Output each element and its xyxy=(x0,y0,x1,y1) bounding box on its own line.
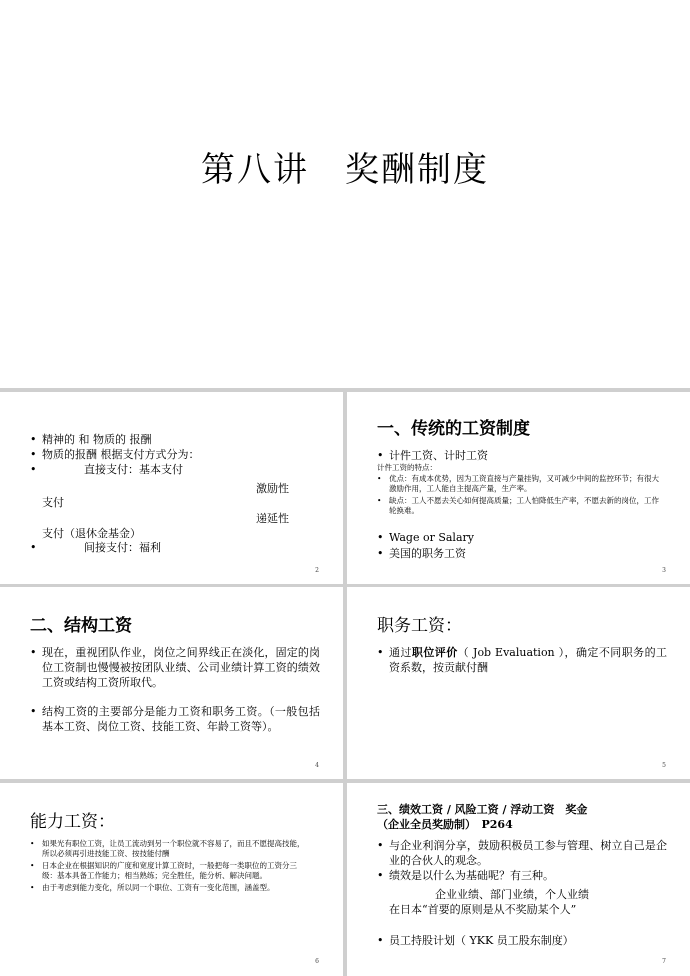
text: 在日本“首要的原则是从不奖励某个人” xyxy=(389,903,577,916)
list-item xyxy=(30,861,310,881)
list-item xyxy=(377,645,667,675)
slide-subtitle: （企业全员奖励制） P264 xyxy=(377,818,513,831)
list-item xyxy=(377,449,667,463)
bullet-text: 现在，重视团队作业，岗位之间界线正在淡化，固定的岗位工资制也慢慢被按团队业绩、公司业绩计算工资的绩效工资或结构工资所取代。 xyxy=(42,646,320,689)
page-number: 7 xyxy=(662,958,666,965)
list-item xyxy=(377,496,665,516)
bullet-text: 直接支付：基本支付 xyxy=(84,463,183,476)
page-number: 5 xyxy=(662,762,666,769)
bullet-text: （ Job Evaluation ），确定不同职务的工资系数，按贡献付酬 xyxy=(389,646,668,674)
list-item xyxy=(30,432,320,447)
slide-2 xyxy=(0,392,343,584)
sub-heading: 计件工资的特点： xyxy=(377,463,437,472)
slide-6 xyxy=(0,783,343,975)
bullet-text: 间接支付：福利 xyxy=(84,541,161,554)
text: 企业业绩、部门业绩，个人业绩 xyxy=(435,888,589,901)
bullet-text: 物质的报酬 根据支付方式分为： xyxy=(42,448,200,461)
list-item xyxy=(377,474,665,494)
bullet-text: 美国的职务工资 xyxy=(389,547,466,560)
bullet-text: 日本企业在根据知识的广度和宽度计算工资时，一般把每一类职位的工资分三级：基本具备工作能力；相当熟练；完全胜任，能分析、解决问题。 xyxy=(42,861,297,880)
bullet-text: 计件工资、计时工资 xyxy=(389,449,488,462)
bullet-text: 如果光有职位工资，让员工流动到另一个职位就不容易了，而且不愿提高技能，所以必须再引进技能工资、按技能付酬 xyxy=(42,839,305,858)
text: 激励性 xyxy=(256,482,289,495)
bullet-text: 优点：有成本优势，因为工资直接与产量挂钩，又可减少中间的监控环节；有很大激励作用，工人能自主提高产量，生产率。 xyxy=(389,474,659,493)
bullet-text: 员工持股计划（ YKK 员工股东制度） xyxy=(389,934,574,947)
bullet-text: 结构工资的主要部分是能力工资和职务工资。（一般包括基本工资、岗位工资、技能工资、年龄工资等）。 xyxy=(42,705,320,733)
title-slide xyxy=(0,0,690,388)
text: 递延性 xyxy=(256,512,289,525)
slide-title: 能力工资： xyxy=(30,812,115,832)
bullet-text: 绩效是以什么为基础呢？有三种。 xyxy=(389,869,554,882)
bullet-text: Wage or Salary xyxy=(389,531,474,544)
list-item xyxy=(30,645,320,690)
slide-4 xyxy=(0,587,343,779)
page-number: 4 xyxy=(315,762,319,769)
list-item xyxy=(377,933,667,948)
list-item xyxy=(30,883,310,893)
lecture-title: 第八讲 奖酬制度 xyxy=(201,150,489,190)
text: 支付 xyxy=(42,496,64,509)
bullet-text: 由于考虑到能力变化，所以同一个职位、工资有一变化范围，涵盖型。 xyxy=(42,883,275,892)
slide-title: 职务工资： xyxy=(377,616,462,636)
slide-title: 三、绩效工资 / 风险工资 / 浮动工资 奖金 xyxy=(377,803,588,816)
bullet-text: 与企业利润分享，鼓励积极员工参与管理、树立自己是企业的合伙人的观念。 xyxy=(389,839,667,867)
list-item xyxy=(30,839,310,859)
slide-7 xyxy=(347,783,690,975)
emphasis-text: 职位评价 xyxy=(411,646,458,659)
list-item xyxy=(377,838,667,868)
bullet-text: 缺点：工人不愿去关心如何提高质量；工人怕降低生产率，不愿去新的岗位，工作轮换难。 xyxy=(389,496,659,515)
list-item xyxy=(30,540,161,555)
list-item xyxy=(377,530,667,546)
slide-title: 二、结构工资 xyxy=(30,616,132,636)
text: 支付（退休金基金） xyxy=(42,527,141,540)
slide-3 xyxy=(347,392,690,584)
page-number: 6 xyxy=(315,958,319,965)
list-item xyxy=(377,546,667,562)
list-item xyxy=(30,704,320,734)
list-item xyxy=(377,868,667,883)
slide-5 xyxy=(347,587,690,779)
slide-title: 一、传统的工资制度 xyxy=(377,419,530,439)
list-item xyxy=(30,462,320,477)
bullet-text: 通过 xyxy=(389,646,412,659)
page-number: 3 xyxy=(662,567,666,574)
list-item xyxy=(30,447,320,462)
page-number: 2 xyxy=(315,567,319,574)
bullet-text: 精神的 和 物质的 报酬 xyxy=(42,433,152,446)
